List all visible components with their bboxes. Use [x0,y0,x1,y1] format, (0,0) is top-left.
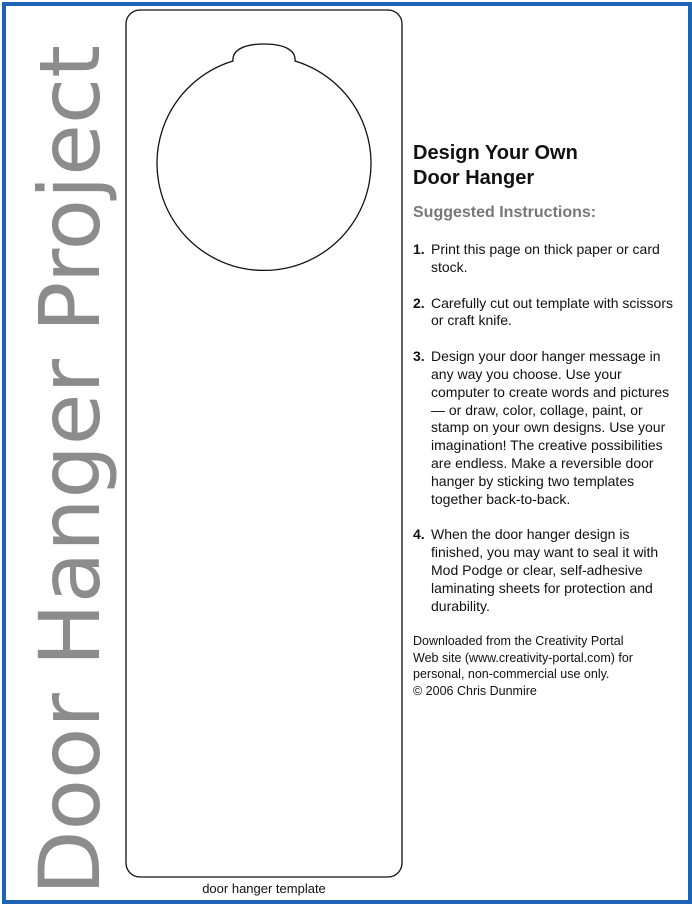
credit-line-3: personal, non-commercial use only. [413,667,610,682]
step-number: 1. [413,241,425,257]
hanger-hole-outline [157,44,371,270]
step-number: 4. [413,526,425,543]
title-line-2: Door Hanger [413,167,535,189]
credit-notice [413,633,683,699]
step-4 [413,526,683,615]
step-text: Print this page on thick paper or card stock. [431,241,660,275]
credit-line-2: Web site (www.creativity-portal.com) for [413,650,633,665]
step-text: When the door hanger design is finished, you may want to seal it with Mod Podge or clear, self-adhesive laminating sheets for protection and durability. [431,526,659,614]
instructions-panel [413,141,683,699]
instructions-title [413,141,683,191]
instructions-subtitle: Suggested Instructions: [413,204,597,221]
template-caption: door hanger template [202,881,326,896]
step-2 [413,295,683,331]
step-number: 3. [413,348,425,365]
hanger-outline [126,10,402,877]
step-text: Design your door hanger message in any way you choose. Use your computer to create words and pictures — or draw, color, collage, paint, or stamp on your own designs. Use your imagination! The creative possibilities are endless. Make a reversible door hanger by sticking two templates together back-to-back. [431,348,670,507]
step-1 [413,241,683,277]
step-3 [413,348,683,508]
credit-line-4: © 2006 Chris Dunmire [413,683,537,698]
title-line-1: Design Your Own [413,142,578,164]
credit-line-1: Downloaded from the Creativity Portal [413,634,624,649]
step-number: 2. [413,294,425,311]
vertical-title: Door Hanger Project [21,44,119,896]
step-text: Carefully cut out template with scissors or craft knife. [431,294,673,329]
